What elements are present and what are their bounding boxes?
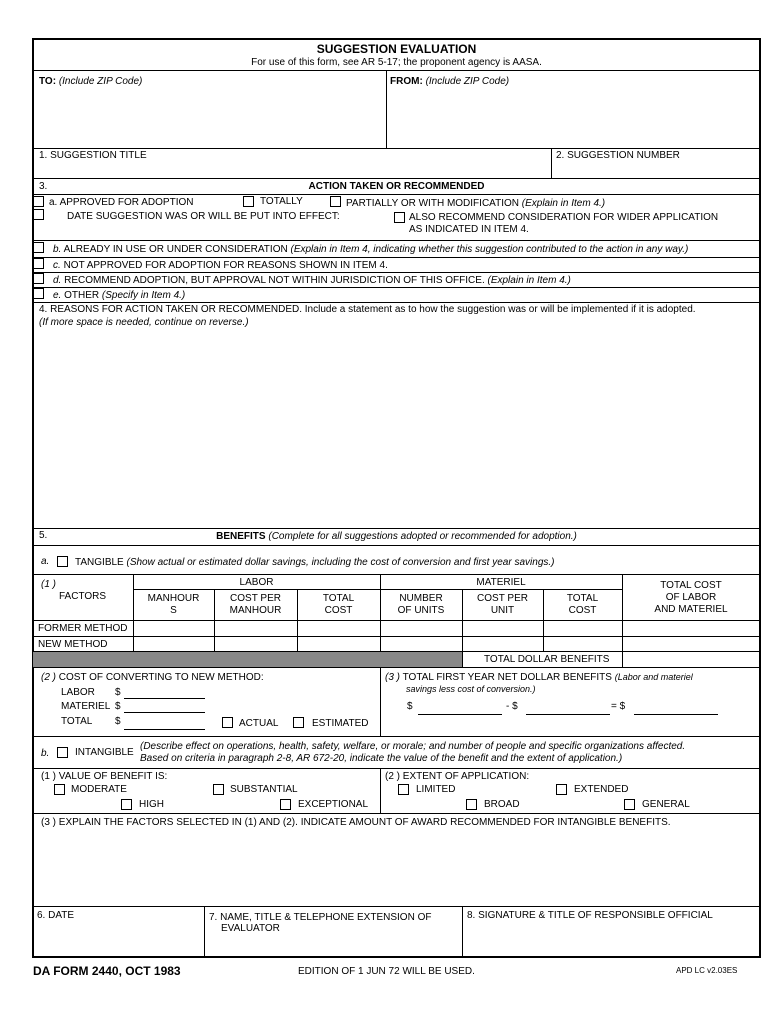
new-method-row: NEW METHOD <box>38 639 108 650</box>
extended-checkbox[interactable] <box>556 784 567 795</box>
total-dollar-benefits-label: TOTAL DOLLAR BENEFITS <box>484 654 610 665</box>
net-dollar-sign: $ <box>407 701 413 712</box>
limited-label: LIMITED <box>416 784 456 795</box>
table-index: (1 ) <box>41 579 56 590</box>
date-label: 6. DATE <box>37 910 75 921</box>
explain-factors-text-area[interactable] <box>38 832 756 902</box>
conv-materiel-dollar: $ <box>115 701 121 712</box>
net-savings-input[interactable] <box>418 703 502 715</box>
form-subtitle: For use of this form, see AR 5-17; the proponent agency is AASA. <box>251 57 542 68</box>
divider <box>33 302 760 303</box>
other-checkbox[interactable] <box>33 288 44 299</box>
approved-checkbox-2[interactable] <box>33 209 44 220</box>
actual-checkbox[interactable] <box>222 717 233 728</box>
approved-checkbox[interactable] <box>33 196 44 207</box>
divider <box>33 768 760 769</box>
conv-labor-input[interactable] <box>124 687 205 699</box>
divider <box>33 906 760 907</box>
labor-header: LABOR <box>239 577 274 588</box>
cost-per-manhour-header: COST PER <box>230 593 281 604</box>
net-benefits-hint: savings less cost of conversion.) <box>406 684 536 694</box>
divider <box>33 620 760 621</box>
intangible-hint: (Describe effect on operations, health, safety, welfare, or morale; and number of people and specific organizations affected. <box>140 741 686 752</box>
labor-total-header: TOTAL <box>322 593 355 604</box>
materiel-total-header-2: COST <box>568 605 597 616</box>
divider <box>380 667 381 736</box>
exceptional-checkbox[interactable] <box>280 799 291 810</box>
date-input[interactable] <box>37 936 203 954</box>
moderate-label: MODERATE <box>71 784 127 795</box>
conv-total-dollar: $ <box>115 716 121 727</box>
divider <box>33 636 760 637</box>
divider <box>462 906 463 957</box>
tangible-checkbox[interactable] <box>57 556 68 567</box>
divider <box>33 574 760 575</box>
form-id: DA FORM 2440, OCT 1983 <box>33 964 181 978</box>
divider <box>462 651 463 667</box>
reasons-hint: (If more space is needed, continue on reverse.) <box>39 317 249 328</box>
explain-factors-label: (3 ) EXPLAIN THE FACTORS SELECTED IN (1) AND (2). INDICATE AMOUNT OF AWARD RECOMMENDED FOR INTANGIBLE BENEFITS. <box>41 817 671 828</box>
divider <box>204 906 205 957</box>
cost-per-unit-header-2: UNIT <box>490 605 515 616</box>
net-equals: = $ <box>611 701 626 712</box>
extent-label: (2 ) EXTENT OF APPLICATION: <box>385 771 530 782</box>
intangible-hint-2: Based on criteria in paragraph 2-8, AR 672-20, indicate the value of the benefit and the extent of application.) <box>140 753 623 764</box>
intangible-checkbox[interactable] <box>57 747 68 758</box>
net-conversion-input[interactable] <box>526 703 610 715</box>
recommend-adoption-checkbox[interactable] <box>33 273 44 284</box>
totally-label: TOTALLY <box>260 196 303 207</box>
divider <box>33 813 760 814</box>
evaluator-label: 7. NAME, TITLE & TELEPHONE EXTENSION OF <box>209 912 432 923</box>
divider <box>386 70 387 148</box>
suggestion-title-input[interactable] <box>38 163 550 178</box>
already-in-use-label: b. ALREADY IN USE OR UNDER CONSIDERATION (Explain in Item 4, indicating whether this suggestion contributed to the action in any way.) <box>53 244 689 255</box>
total-labor-materiel-header: TOTAL COST <box>660 580 722 591</box>
conv-total-input[interactable] <box>124 718 205 730</box>
divider <box>33 70 760 71</box>
signature-input[interactable] <box>467 937 759 955</box>
divider <box>33 545 760 546</box>
divider <box>33 148 760 149</box>
recommend-adoption-label: d. RECOMMEND ADOPTION, BUT APPROVAL NOT WITHIN JURISDICTION OF THIS OFFICE. (Explain in Item 4.) <box>53 275 571 286</box>
tangible-label: TANGIBLE (Show actual or estimated dollar savings, including the cost of conversion and first year savings.) <box>75 557 555 568</box>
to-label: TO: (Include ZIP Code) <box>39 76 143 87</box>
limited-checkbox[interactable] <box>398 784 409 795</box>
approved-label: a. APPROVED FOR ADOPTION <box>49 197 194 208</box>
general-checkbox[interactable] <box>624 799 635 810</box>
cost-per-manhour-header-2: MANHOUR <box>229 605 282 616</box>
shaded-cell <box>33 652 462 667</box>
estimated-checkbox[interactable] <box>293 717 304 728</box>
item3-heading: ACTION TAKEN OR RECOMMENDED <box>308 181 485 192</box>
materiel-header: MATERIEL <box>476 577 526 588</box>
divider <box>33 272 760 273</box>
actual-label: ACTUAL <box>239 718 279 729</box>
substantial-checkbox[interactable] <box>213 784 224 795</box>
already-in-use-checkbox[interactable] <box>33 242 44 253</box>
form-title: SUGGESTION EVALUATION <box>316 42 477 56</box>
net-minus: - $ <box>506 701 518 712</box>
conv-labor-label: LABOR <box>61 687 95 698</box>
wider-application-label-2: AS INDICATED IN ITEM 4. <box>409 224 529 235</box>
reasons-label: 4. REASONS FOR ACTION TAKEN OR RECOMMENDED. Include a statement as to how the suggestion was or will be implemented if it is adopted. <box>39 304 696 315</box>
divider <box>33 257 760 258</box>
divider <box>33 528 760 529</box>
divider <box>33 194 760 195</box>
conversion-cost-label: (2 ) COST OF CONVERTING TO NEW METHOD: <box>41 672 264 683</box>
conv-labor-dollar: $ <box>115 687 121 698</box>
moderate-checkbox[interactable] <box>54 784 65 795</box>
evaluator-input[interactable] <box>209 937 461 955</box>
manhours-header-2: S <box>170 605 177 616</box>
exceptional-label: EXCEPTIONAL <box>298 799 369 810</box>
signature-label: 8. SIGNATURE & TITLE OF RESPONSIBLE OFFICIAL <box>467 910 713 921</box>
divider <box>133 589 622 590</box>
from-label: FROM: (Include ZIP Code) <box>390 76 510 87</box>
materiel-total-header: TOTAL <box>566 593 599 604</box>
edition-note: EDITION OF 1 JUN 72 WILL BE USED. <box>298 966 475 977</box>
labor-total-header-2: COST <box>324 605 353 616</box>
wider-application-checkbox[interactable] <box>394 212 405 223</box>
conv-total-label: TOTAL <box>61 716 93 727</box>
to-address-field[interactable] <box>38 90 382 145</box>
conv-materiel-label: MATERIEL <box>61 701 111 712</box>
value-of-benefit-label: (1 ) VALUE OF BENEFIT IS: <box>41 771 168 782</box>
divider <box>33 667 760 668</box>
divider <box>33 240 760 241</box>
intangible-label: INTANGIBLE <box>75 747 134 758</box>
tangible-letter: a. <box>41 556 50 567</box>
suggestion-title-label: 1. SUGGESTION TITLE <box>39 150 147 161</box>
divider <box>380 768 381 813</box>
item5-number: 5. <box>39 530 48 541</box>
item3-number: 3. <box>39 181 48 192</box>
date-effect-label: DATE SUGGESTION WAS OR WILL BE PUT INTO EFFECT: <box>67 211 340 222</box>
from-address-field[interactable] <box>390 90 756 145</box>
high-checkbox[interactable] <box>121 799 132 810</box>
estimated-label: ESTIMATED <box>312 718 369 729</box>
wider-application-label: ALSO RECOMMEND CONSIDERATION FOR WIDER APPLICATION <box>409 212 719 223</box>
divider <box>33 287 760 288</box>
broad-checkbox[interactable] <box>466 799 477 810</box>
conv-materiel-input[interactable] <box>124 701 205 713</box>
not-approved-checkbox[interactable] <box>33 258 44 269</box>
totally-checkbox[interactable] <box>243 196 254 207</box>
other-label: e. OTHER (Specify in Item 4.) <box>53 290 186 301</box>
factors-header: FACTORS <box>59 591 107 602</box>
reasons-text-area[interactable] <box>38 332 756 524</box>
divider <box>33 178 760 179</box>
intangible-letter: b. <box>41 748 50 759</box>
total-labor-materiel-header-2: OF LABOR <box>665 592 717 603</box>
number-units-header-2: OF UNITS <box>397 605 445 616</box>
number-units-header: NUMBER <box>399 593 443 604</box>
net-result-input[interactable] <box>634 703 718 715</box>
date-effect-input[interactable] <box>67 224 381 239</box>
substantial-label: SUBSTANTIAL <box>230 784 298 795</box>
version-note: APD LC v2.03ES <box>676 966 738 975</box>
partially-checkbox[interactable] <box>330 196 341 207</box>
high-label: HIGH <box>139 799 164 810</box>
net-benefits-label: (3 ) TOTAL FIRST YEAR NET DOLLAR BENEFITS (Labor and materiel <box>385 672 693 683</box>
cost-per-unit-header: COST PER <box>477 593 528 604</box>
suggestion-number-label: 2. SUGGESTION NUMBER <box>556 150 680 161</box>
divider <box>551 148 552 178</box>
general-label: GENERAL <box>642 799 690 810</box>
benefits-heading: BENEFITS (Complete for all suggestions adopted or recommended for adoption.) <box>216 531 577 542</box>
evaluator-label-2: EVALUATOR <box>221 923 280 934</box>
divider <box>33 736 760 737</box>
extended-label: EXTENDED <box>574 784 629 795</box>
suggestion-number-input[interactable] <box>556 163 760 178</box>
manhours-header: MANHOUR <box>147 593 200 604</box>
broad-label: BROAD <box>484 799 520 810</box>
total-labor-materiel-header-3: AND MATERIEL <box>654 604 728 615</box>
former-method-row: FORMER METHOD <box>38 623 128 634</box>
not-approved-label: c. NOT APPROVED FOR ADOPTION FOR REASONS SHOWN IN ITEM 4. <box>53 260 388 271</box>
partially-label: PARTIALLY OR WITH MODIFICATION (Explain in Item 4.) <box>346 198 606 209</box>
